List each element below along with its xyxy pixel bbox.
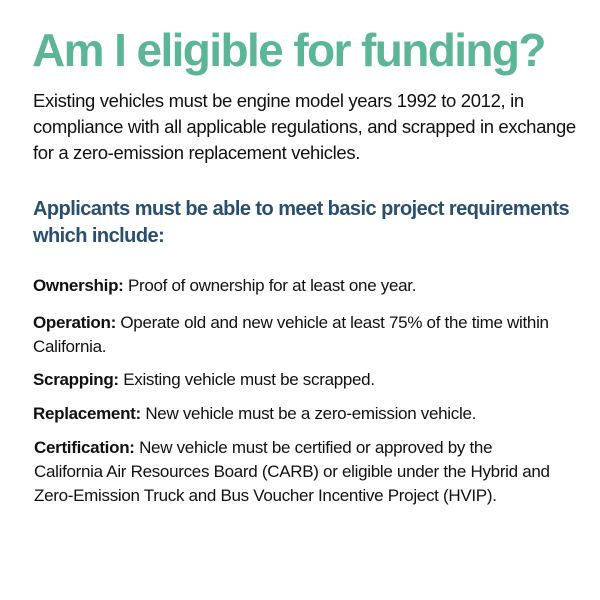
requirement-term: Operation: [33,313,116,332]
requirement-text: Proof of ownership for at least one year. [123,276,417,295]
requirement-scrapping [33,368,578,392]
requirement-text: Existing vehicle must be scrapped. [118,370,375,389]
requirement-operation [33,311,578,359]
requirement-text: New vehicle must be certified or approved by the California Air Resources Board (CARB) or eligible under the Hybrid and Zero-Emission Truck and Bus Voucher Incentive Project (HVIP). [34,438,550,505]
requirements-heading: Applicants must be able to meet basic project requirements which include: [33,198,570,247]
requirement-term: Scrapping: [33,370,119,389]
requirement-text: New vehicle must be a zero-emission vehicle. [140,404,477,423]
requirement-term: Certification: [34,438,135,457]
requirement-ownership [33,274,578,298]
requirement-text: Operate old and new vehicle at least 75% of the time within California. [33,313,549,356]
intro-paragraph: Existing vehicles must be engine model years 1992 to 2012, in compliance with all applicable regulations, and scrapped in exchange for a zero-emission replacement vehicles. [33,90,576,163]
requirement-term: Replacement: [33,404,141,423]
page-title: Am I eligible for funding? [32,24,545,76]
requirement-term: Ownership: [33,276,124,295]
requirement-replacement [33,402,578,426]
requirement-certification [34,436,554,508]
